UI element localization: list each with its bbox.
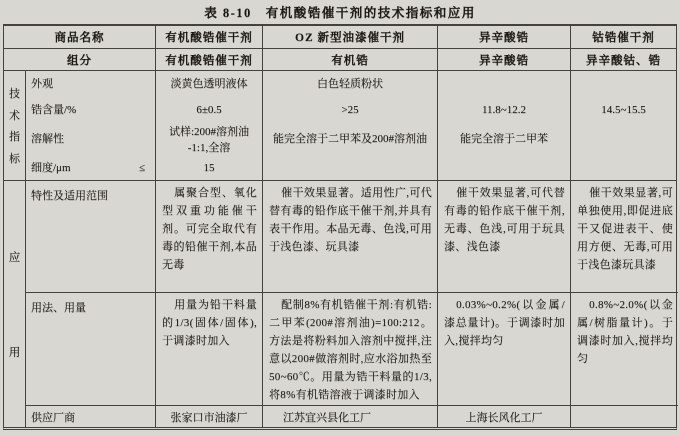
component-col-4: 异辛酸钴、锆 bbox=[586, 54, 661, 67]
drier-spec-table bbox=[3, 24, 677, 430]
usage-value-1: 用量为铅干料量的1/3(固体/固体),于调漆时加入 bbox=[156, 293, 263, 405]
supplier-4-empty bbox=[571, 406, 678, 427]
solubility-value-1 bbox=[156, 123, 262, 158]
tech-label-char: 技 bbox=[9, 87, 20, 100]
app-label-char: 用 bbox=[8, 346, 21, 359]
supplier-3: 上海长风化工厂 bbox=[438, 406, 571, 427]
usage-value-2: 配制8%有机锆催干剂:有机锆:二甲苯(200#溶剂油)=100:212。方法是将粉料加入溶剂中搅拌,注意以200#做溶剂时,应水浴加热至50~60℃。用量为锆干料量的1/3,将8%有机锆溶液于调漆时加入 bbox=[263, 293, 438, 405]
tech-label-char: 指 bbox=[9, 131, 20, 144]
product-name-col-4: 钴锆催干剂 bbox=[592, 32, 655, 44]
traits-row bbox=[26, 181, 678, 293]
component-header-label: 组分 bbox=[4, 49, 156, 70]
fineness-label bbox=[26, 157, 155, 180]
table-title: 表 8-10 有机酸锆催干剂的技术指标和应用 bbox=[204, 6, 476, 20]
zr-content-label: 锆含量/% bbox=[31, 103, 77, 116]
tech-values-col-4 bbox=[571, 71, 676, 180]
appearance-value-3 bbox=[438, 71, 570, 98]
tech-values-col-3 bbox=[438, 71, 571, 180]
appearance-value-4 bbox=[571, 71, 676, 98]
application-rows bbox=[26, 181, 678, 427]
less-equal-sign: ≤ bbox=[138, 162, 145, 175]
traits-value-2: 催干效果显著。适用性广,可代替有毒的铅作底干催干剂,并具有表干作用。本品无毒、色浅,可用于浅色漆、玩具漆 bbox=[263, 181, 438, 292]
tech-indicators-vertical-label bbox=[4, 71, 26, 180]
component-col-1: 有机酸锆催干剂 bbox=[156, 49, 263, 70]
solubility-value-3: 能完全溶于二甲苯 bbox=[460, 133, 548, 146]
application-section bbox=[4, 181, 676, 427]
usage-label: 用法、用量 bbox=[26, 293, 156, 405]
fineness-value-3 bbox=[438, 157, 570, 180]
supplier-2: 江苏宜兴县化工厂 bbox=[263, 406, 438, 427]
traits-label: 特性及适用范围 bbox=[26, 181, 156, 292]
appearance-label: 外观 bbox=[31, 77, 53, 90]
tech-values-col-1 bbox=[156, 71, 263, 180]
suppliers-row bbox=[26, 406, 678, 427]
app-label-char: 应 bbox=[8, 251, 21, 264]
solubility-value-2: 能完全溶于二甲苯及200#溶剂油 bbox=[273, 133, 427, 146]
product-name-col-3: 异辛酸锆 bbox=[438, 26, 571, 48]
fineness-label-text: 细度/μm bbox=[31, 162, 71, 175]
usage-value-3: 0.03%~0.2%(以金属/漆总量计)。于调漆时加入,搅拌均匀 bbox=[438, 293, 571, 405]
fineness-value-4 bbox=[571, 157, 676, 180]
component-col-2: 有机锆 bbox=[263, 49, 438, 70]
tech-label-char: 标 bbox=[9, 153, 20, 166]
appearance-value-2: 白色轻质粉状 bbox=[317, 77, 383, 90]
supplier-1: 张家口市油漆厂 bbox=[156, 406, 263, 427]
component-col-3: 异辛酸锆 bbox=[438, 49, 571, 70]
appearance-value-1: 淡黄色透明液体 bbox=[170, 77, 248, 90]
product-name-col-2: OZ 新型油漆催干剂 bbox=[263, 26, 438, 48]
traits-value-3: 催干效果显著,可代替有毒的铅作底干催干剂,无毒、色浅,可用于玩具漆、浅色漆 bbox=[438, 181, 571, 292]
traits-value-4: 催干效果显著,可单独使用,即促进底干又促进表干、使用方便、无毒,可用于浅色漆玩具漆 bbox=[577, 187, 673, 271]
solubility-value-4 bbox=[571, 123, 676, 158]
solubility-label: 溶解性 bbox=[31, 133, 64, 146]
fineness-value-1: 15 bbox=[203, 162, 215, 175]
fineness-value-2 bbox=[263, 157, 437, 180]
tech-label-char: 术 bbox=[9, 109, 20, 122]
zr-content-value-2: >25 bbox=[341, 103, 359, 116]
traits-value-1: 属聚合型、氧化型双重功能催干剂。可完全取代有毒的铅催干剂,本品无毒 bbox=[156, 181, 263, 292]
tech-values-col-2 bbox=[263, 71, 438, 180]
header-row-product-names bbox=[4, 26, 676, 49]
product-name-header-label: 商品名称 bbox=[4, 26, 156, 48]
tech-indicators-section bbox=[4, 71, 676, 181]
solubility-value-1-line2: -1:1,全溶 bbox=[187, 141, 231, 154]
tech-row-labels bbox=[26, 71, 156, 180]
zr-content-value-3: 11.8~12.2 bbox=[481, 103, 527, 116]
solubility-value-1-line1: 试样:200#溶剂油 bbox=[168, 125, 250, 138]
usage-value-4: 0.8%~2.0%(以金属/树脂量计)。于调漆时加入,搅拌均匀 bbox=[577, 299, 673, 365]
application-vertical-label bbox=[4, 181, 26, 427]
product-name-col-1: 有机酸锆催干剂 bbox=[156, 26, 263, 48]
usage-row bbox=[26, 293, 678, 406]
zr-content-value-1: 6±0.5 bbox=[196, 103, 222, 116]
zr-content-value-4: 14.5~15.5 bbox=[601, 103, 646, 116]
header-row-components bbox=[4, 49, 676, 71]
suppliers-label: 供应厂商 bbox=[26, 406, 156, 427]
